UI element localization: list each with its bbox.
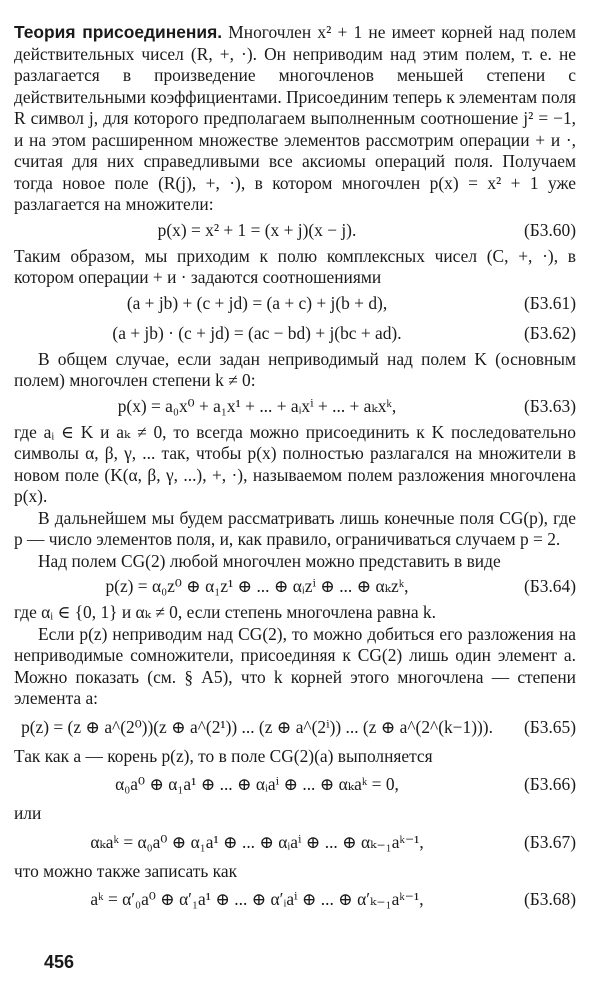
- equation-b3-60: [14, 216, 576, 246]
- equation-formula: (a + jb) + (c + jd) = (a + c) + j(b + d),: [126, 292, 388, 313]
- equation-formula: αₖaᵏ = α₀a⁰ ⊕ α₁a¹ ⊕ ... ⊕ αᵢaⁱ ⊕ ... ⊕ αₖ₋₁aᵏ⁻¹,: [90, 831, 424, 852]
- equation-b3-63: [14, 392, 576, 422]
- equation-number: (Б3.68): [523, 889, 576, 910]
- paragraph-text: Многочлен x² + 1 не имеет корней над полем действительных чисел (R, +, ·). Он неприводим над этим полем, т. е. не разлагается в произведение многочленов меньшей степени с действительными коэффициентами. Присоединим теперь к элементам поля R символ j, для которого предполагаем выполненным соотношение j² = −1, и на этом расширенном множестве элементов рассмотрим операции + и ·, считая для них справедливыми все аксиомы операций поля. Получаем тогда новое поле (R(j), +, ·), в котором многочлен p(x) = x² + 1 уже разлагается на множители:: [14, 22, 576, 214]
- paragraph-splitting-field: где aᵢ ∈ K и aₖ ≠ 0, то всегда можно присоединить к K последовательно символы α, β, γ, ... так, чтобы p(x) полностью разлагался на множители в новом поле (K(α, β, γ, ...), +, ·), называемом полем разложения многочлена p(x).: [14, 421, 576, 506]
- equation-number: (Б3.64): [523, 576, 576, 597]
- equation-formula: p(z) = α₀z⁰ ⊕ α₁z¹ ⊕ ... ⊕ αᵢzⁱ ⊕ ... ⊕ αₖzᵏ,: [105, 576, 409, 597]
- paragraph-complex-field: Таким образом, мы приходим к полю комплексных чисел (C, +, ·), в котором операции + и · задаются соотношениями: [14, 245, 576, 287]
- equation-formula: aᵏ = α′₀a⁰ ⊕ α′₁a¹ ⊕ ... ⊕ α′ᵢaⁱ ⊕ ... ⊕ α′ₖ₋₁aᵏ⁻¹,: [90, 889, 424, 910]
- equation-formula: p(z) = (z ⊕ a^(2⁰))(z ⊕ a^(2¹)) ... (z ⊕ a^(2ⁱ)) ... (z ⊕ a^(2^(k−1))).: [21, 716, 493, 737]
- paragraph-coefficients: где αᵢ ∈ {0, 1} и αₖ ≠ 0, если степень многочлена равна k.: [14, 602, 436, 622]
- paragraph-root-relation: Так как a — корень p(z), то в поле CG(2)(a) выполняется: [14, 745, 433, 766]
- paragraph-adjunction-theory: [14, 22, 576, 216]
- equation-b3-67: [14, 825, 576, 861]
- section-heading: Теория присоединения.: [14, 22, 223, 42]
- equation-number: (Б3.60): [523, 219, 576, 240]
- equation-number: (Б3.66): [523, 774, 576, 795]
- paragraph-irreducible-case: Если p(z) неприводим над CG(2), то можно добиться его разложения на неприводимые сомножители, присоединяя к CG(2) лишь один элемент a. Можно показать (см. § А5), что k корней этого многочлена — степени элемента a:: [14, 623, 576, 708]
- equation-number: (Б3.63): [523, 395, 576, 416]
- equation-number: (Б3.67): [523, 831, 576, 852]
- equation-formula: (a + jb) · (c + jd) = (ac − bd) + j(bc + ad).: [112, 322, 402, 343]
- equation-formula: α₀a⁰ ⊕ α₁a¹ ⊕ ... ⊕ αᵢaⁱ ⊕ ... ⊕ αₖaᵏ = 0,: [115, 774, 399, 795]
- equation-number: (Б3.62): [523, 322, 576, 343]
- equation-b3-61: [14, 289, 576, 319]
- paragraph-or: или: [14, 803, 42, 823]
- page-number: 456: [44, 952, 75, 972]
- equation-b3-68: [14, 882, 576, 918]
- paragraph-cg2-representation: Над полем CG(2) любой многочлен можно представить в виде: [38, 550, 501, 571]
- equation-number: (Б3.61): [523, 292, 576, 313]
- equation-b3-62: [14, 319, 576, 349]
- equation-b3-66: [14, 767, 576, 803]
- equation-b3-65: [14, 710, 576, 746]
- paragraph-finite-fields: В дальнейшем мы будем рассматривать лишь конечные поля CG(p), где p — число элементов поля, и, как правило, ограничиваться случаем p = 2.: [14, 507, 576, 549]
- equation-formula: p(x) = a₀x⁰ + a₁x¹ + ... + aᵢxⁱ + ... + aₖxᵏ,: [117, 395, 397, 416]
- equation-b3-64: [14, 572, 576, 602]
- paragraph-general-case: В общем случае, если задан неприводимый над полем K (основным полем) многочлен степени k ≠ 0:: [14, 348, 576, 390]
- equation-number: (Б3.65): [523, 716, 576, 737]
- equation-formula: p(x) = x² + 1 = (x + j)(x − j).: [157, 219, 357, 240]
- paragraph-also-written: что можно также записать как: [14, 860, 238, 881]
